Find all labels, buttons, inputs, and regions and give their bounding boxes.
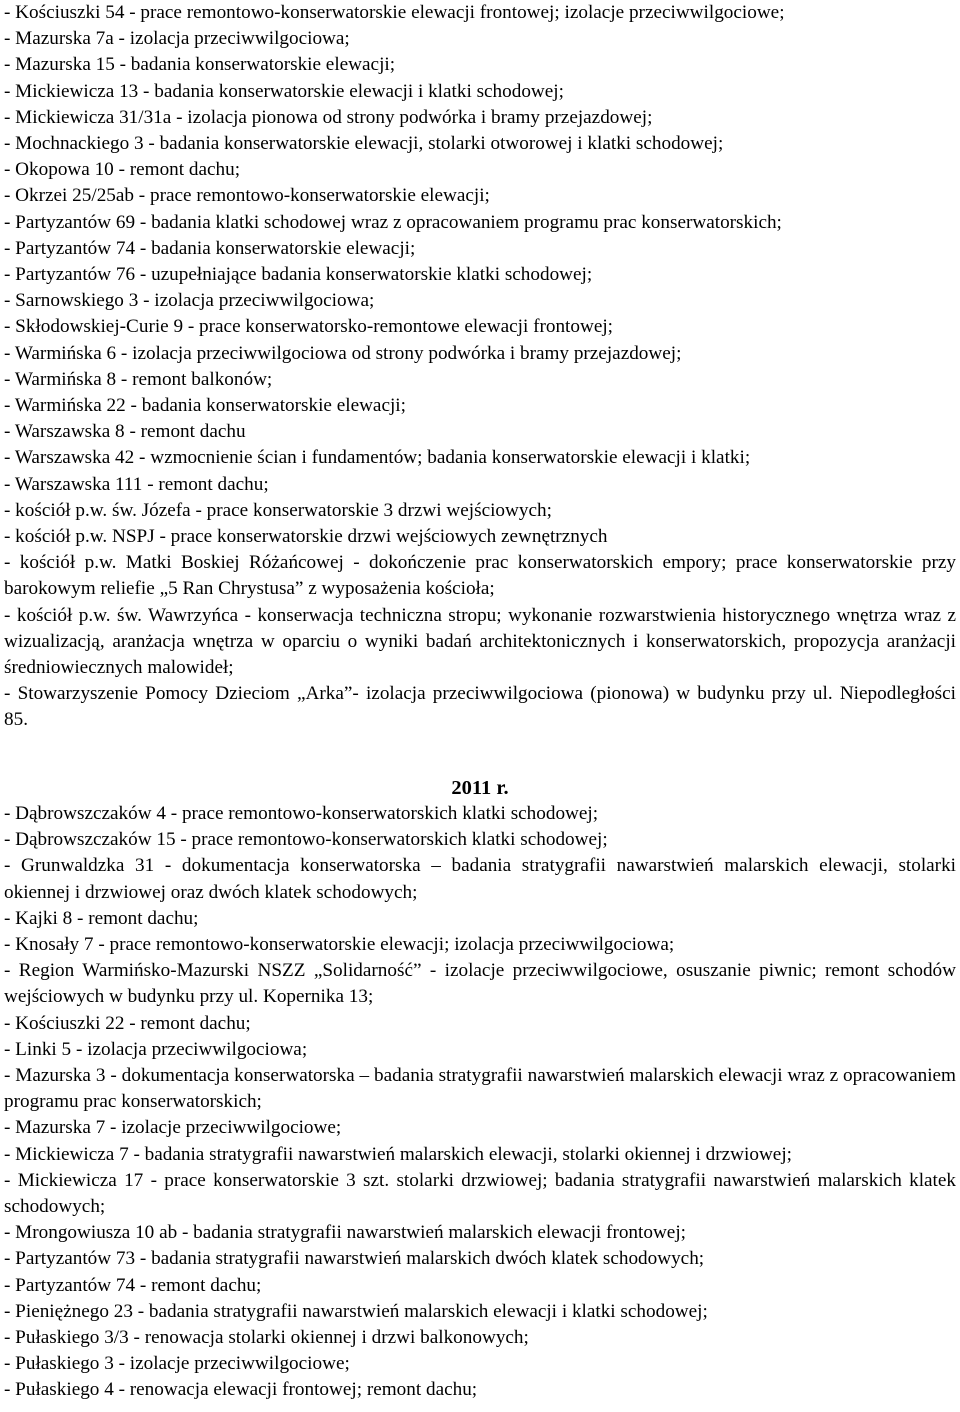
list-item: - Partyzantów 69 - badania klatki schodowej wraz z opracowaniem programu prac konserwatorskich; (4, 211, 782, 233)
list-item: - Pułaskiego 3/3 - renowacja stolarki okiennej i drzwi balkonowych; (4, 1326, 529, 1348)
year-heading: 2011 r. (451, 776, 509, 799)
list-item: - kościół p.w. Matki Boskiej Różańcowej - dokończenie prac konserwatorskich empory; prace konserwatorskie przy barokowym reliefie „5 Ran Chrystusa” z wyposażenia kościoła; (4, 552, 956, 600)
list-item: - kościół p.w. św. Józefa - prace konserwatorskie 3 drzwi wejściowych; (4, 499, 552, 521)
list-item: - Grunwaldzka 31 - dokumentacja konserwatorska – badania stratygrafii nawarstwień malarskich elewacji, stolarki okiennej i drzwiowej oraz dwóch klatek schodowych; (4, 855, 956, 903)
list-item: - Mochnackiego 3 - badania konserwatorskie elewacji, stolarki otworowej i klatki schodowej; (4, 133, 724, 155)
list-item: - Okopowa 10 - remont dachu; (4, 159, 241, 181)
list-item: - Warszawska 42 - wzmocnienie ścian i fundamentów; badania konserwatorskie elewacji i klatki; (4, 447, 751, 469)
list-item: - Warmińska 8 - remont balkonów; (4, 368, 273, 390)
list-item: - Partyzantów 73 - badania stratygrafii nawarstwień malarskich dwóch klatek schodowych; (4, 1248, 705, 1270)
list-item: - Warmińska 6 - izolacja przeciwwilgociowa od strony podwórka i bramy przejazdowej; (4, 342, 682, 364)
list-item: - Mazurska 3 - dokumentacja konserwatorska – badania stratygrafii nawarstwień malarskich elewacji wraz z opracowaniem programu prac konserwatorskich; (4, 1064, 956, 1113)
list-item: - Stowarzyszenie Pomocy Dzieciom „Arka”- izolacja przeciwwilgociowa (pionowa) w budynku przy ul. Niepodległości 85. (4, 683, 956, 731)
list-item: - Okrzei 25/25ab - prace remontowo-konserwatorskie elewacji; (4, 185, 490, 207)
list-item: - Mickiewicza 17 - prace konserwatorskie 3 szt. stolarki drzwiowej; badania stratygrafii nawarstwień malarskich klatek schodowych; (4, 1169, 956, 1217)
document-page (4, 0, 956, 1404)
list-item: - Mazurska 7 - izolacje przeciwwilgociowe; (4, 1117, 342, 1139)
list-item: - Sarnowskiego 3 - izolacja przeciwwilgociowa; (4, 290, 375, 312)
list-item: - Skłodowskiej-Curie 9 - prace konserwatorsko-remontowe elewacji frontowej; (4, 316, 614, 338)
section-b-list (4, 801, 956, 1404)
list-item: - kościół p.w. NSPJ - prace konserwatorskie drzwi wejściowych zewnętrznych (4, 526, 608, 548)
list-item: - Partyzantów 76 - uzupełniające badania konserwatorskie klatki schodowej; (4, 264, 593, 286)
list-item: - Dąbrowszczaków 15 - prace remontowo-konserwatorskich klatki schodowej; (4, 829, 608, 851)
list-item: - Linki 5 - izolacja przeciwwilgociowa; (4, 1038, 308, 1060)
list-item: - Dąbrowszczaków 4 - prace remontowo-konserwatorskich klatki schodowej; (4, 802, 599, 824)
list-item: - Mazurska 15 - badania konserwatorskie elewacji; (4, 54, 396, 76)
list-item: - Pułaskiego 4 - renowacja elewacji frontowej; remont dachu; (4, 1379, 478, 1401)
list-item: - Pieniężnego 23 - badania stratygrafii nawarstwień malarskich elewacji i klatki schodowej; (4, 1300, 708, 1322)
list-item: - Kościuszki 54 - prace remontowo-konserwatorskie elewacji frontowej; izolacje przeciwwilgociowe; (4, 2, 785, 23)
section-a-list (4, 0, 956, 734)
list-item: - Region Warmińsko-Mazurski NSZZ „Solidarność” - izolacje przeciwwilgociowe, osuszanie piwnic; remont schodów wejściowych w budynku przy ul. Kopernika 13; (4, 960, 956, 1008)
list-item: - Mickiewicza 13 - badania konserwatorskie elewacji i klatki schodowej; (4, 80, 564, 102)
list-item: - Mickiewicza 31/31a - izolacja pionowa od strony podwórka i bramy przejazdowej; (4, 106, 653, 128)
list-item: - kościół p.w. św. Wawrzyńca - konserwacja techniczna stropu; wykonanie rozwarstwienia historycznego wnętrza wraz z wizualizacją, aranżacja wnętrza w oparciu o wyniki badań architektonicznych i konserwatorskich, propozycja aranżacji średniowiecznych malowideł; (4, 604, 956, 679)
list-item: - Kościuszki 22 - remont dachu; (4, 1012, 251, 1034)
list-item: - Warszawska 111 - remont dachu; (4, 473, 269, 495)
list-item: - Warszawska 8 - remont dachu (4, 421, 246, 443)
list-item: - Pułaskiego 3 - izolacje przeciwwilgociowe; (4, 1353, 350, 1375)
list-item: - Mrongowiusza 10 ab - badania stratygrafii nawarstwień malarskich elewacji frontowej; (4, 1222, 686, 1244)
list-item: - Partyzantów 74 - remont dachu; (4, 1274, 262, 1296)
list-item: - Warmińska 22 - badania konserwatorskie elewacji; (4, 395, 406, 417)
list-item: - Mickiewicza 7 - badania stratygrafii nawarstwień malarskich elewacji, stolarki okiennej i drzwiowej; (4, 1143, 792, 1165)
list-item: - Knosały 7 - prace remontowo-konserwatorskie elewacji; izolacja przeciwwilgociowa; (4, 933, 675, 955)
list-item: - Partyzantów 74 - badania konserwatorskie elewacji; (4, 237, 416, 259)
list-item: - Kajki 8 - remont dachu; (4, 907, 199, 929)
list-item: - Mazurska 7a - izolacja przeciwwilgociowa; (4, 28, 350, 50)
